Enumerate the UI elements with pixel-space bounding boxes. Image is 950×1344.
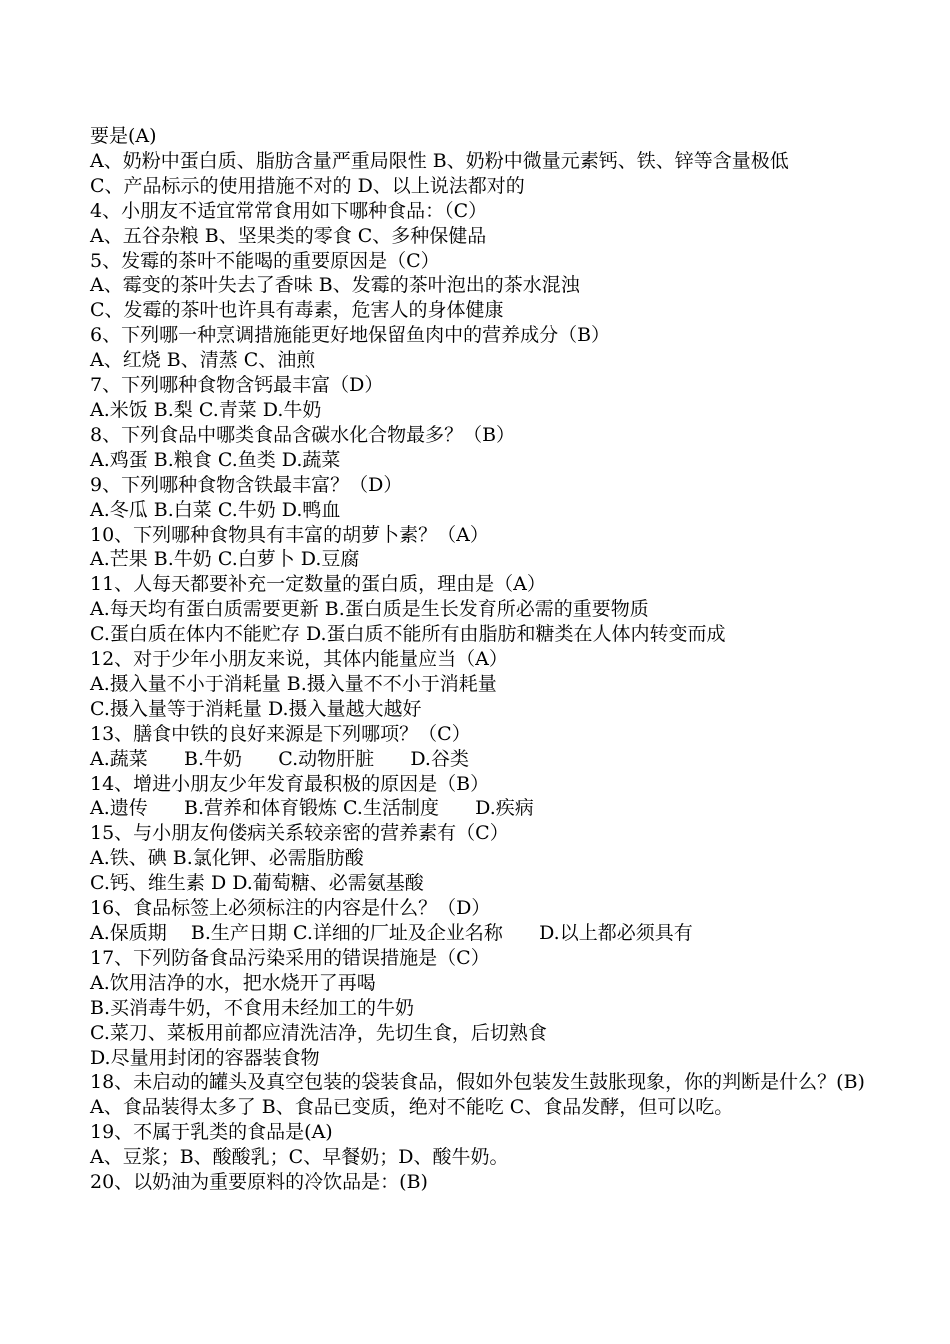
- question-line: 19、不属于乳类的食品是(A): [90, 1121, 333, 1144]
- answer-options-line: A.遗传 B.营养和体育锻炼 C.生活制度 D.疾病: [90, 797, 534, 820]
- answer-options-line: A.芒果 B.牛奶 C.白萝卜 D.豆腐: [90, 548, 360, 571]
- answer-options-line: A.米饭 B.梨 C.青菜 D.牛奶: [90, 398, 322, 421]
- text-line: A、奶粉中蛋白质、脂肪含量严重局限性 B、奶粉中微量元素钙、铁、锌等含量极低: [90, 149, 789, 172]
- question-line: 4、小朋友不适宜常常食用如下哪种食品：（C）: [90, 199, 488, 222]
- answer-options-line: A.蔬菜 B.牛奶 C.动物肝脏 D.谷类: [90, 747, 469, 770]
- question-line: 15、与小朋友佝偻病关系较亲密的营养素有（C）: [90, 822, 509, 845]
- text-line: C、产品标示的使用措施不对的 D、以上说法都对的: [90, 174, 525, 197]
- text-line: 要是(A): [90, 125, 157, 147]
- answer-options-line: A、霉变的茶叶失去了香味 B、发霉的茶叶泡出的茶水混浊: [90, 274, 580, 297]
- answer-options-line: D.尽量用封闭的容器装食物: [90, 1046, 320, 1069]
- question-line: 18、未启动的罐头及真空包装的袋装食品，假如外包装发生鼓胀现象，你的判断是什么？(B): [90, 1071, 865, 1094]
- answer-options-line: C、发霉的茶叶也许具有毒素，危害人的身体健康: [90, 299, 504, 322]
- question-line: 5、发霉的茶叶不能喝的重要原因是（C）: [90, 249, 440, 272]
- answer-options-line: A.保质期 B.生产日期 C.详细的厂址及企业名称 D.以上都必须具有: [90, 922, 693, 944]
- question-line: 14、增进小朋友少年发育最积极的原因是（B）: [90, 772, 490, 795]
- answer-options-line: A、五谷杂粮 B、坚果类的零食 C、多种保健品: [90, 224, 487, 247]
- answer-options-line: B.买消毒牛奶，不食用未经加工的牛奶: [90, 996, 415, 1019]
- answer-options-line: A.摄入量不小于消耗量 B.摄入量不不小于消耗量: [90, 672, 497, 695]
- question-line: 8、下列食品中哪类食品含碳水化合物最多？（B）: [90, 423, 516, 446]
- question-line: 10、下列哪种食物具有丰富的胡萝卜素？（A）: [90, 523, 489, 546]
- answer-options-line: C.蛋白质在体内不能贮存 D.蛋白质不能所有由脂肪和糖类在人体内转变而成: [90, 623, 726, 646]
- question-line: 17、下列防备食品污染采用的错误措施是（C）: [90, 946, 490, 969]
- answer-options-line: A、红烧 B、清蒸 C、油煎: [90, 349, 316, 372]
- answer-options-line: A.每天均有蛋白质需要更新 B.蛋白质是生长发育所必需的重要物质: [90, 598, 649, 621]
- question-line: 6、下列哪一种烹调措施能更好地保留鱼肉中的营养成分（B）: [90, 324, 611, 347]
- question-line: 13、膳食中铁的良好来源是下列哪项？（C）: [90, 722, 471, 745]
- answer-options-line: A.鸡蛋 B.粮食 C.鱼类 D.蔬菜: [90, 448, 341, 471]
- answer-options-line: A、食品装得太多了 B、食品已变质，绝对不能吃 C、食品发酵，但可以吃。: [90, 1096, 734, 1119]
- question-line: 16、食品标签上必须标注的内容是什么？（D）: [90, 897, 491, 920]
- question-line: 7、下列哪种食物含钙最丰富（D）: [90, 374, 384, 397]
- answer-options-line: C.菜刀、菜板用前都应清洗洁净，先切生食，后切熟食: [90, 1021, 547, 1044]
- question-line: 11、人每天都要补充一定数量的蛋白质，理由是（A）: [90, 573, 546, 596]
- answer-options-line: A、豆浆；B、酸酸乳；C、早餐奶；D、酸牛奶。: [90, 1146, 509, 1169]
- answer-options-line: C.钙、维生素 D D.葡萄糖、必需氨基酸: [90, 872, 424, 895]
- document-page: [90, 124, 870, 1195]
- question-line: 20、以奶油为重要原料的冷饮品是：(B): [90, 1171, 428, 1194]
- question-line: 12、对于少年小朋友来说，其体内能量应当（A）: [90, 648, 508, 671]
- answer-options-line: A.冬瓜 B.白菜 C.牛奶 D.鸭血: [90, 498, 341, 521]
- answer-options-line: A.铁、碘 B.氯化钾、必需脂肪酸: [90, 847, 364, 870]
- question-line: 9、下列哪种食物含铁最丰富？（D）: [90, 473, 403, 496]
- answer-options-line: C.摄入量等于消耗量 D.摄入量越大越好: [90, 697, 422, 720]
- answer-options-line: A.饮用洁净的水，把水烧开了再喝: [90, 971, 376, 994]
